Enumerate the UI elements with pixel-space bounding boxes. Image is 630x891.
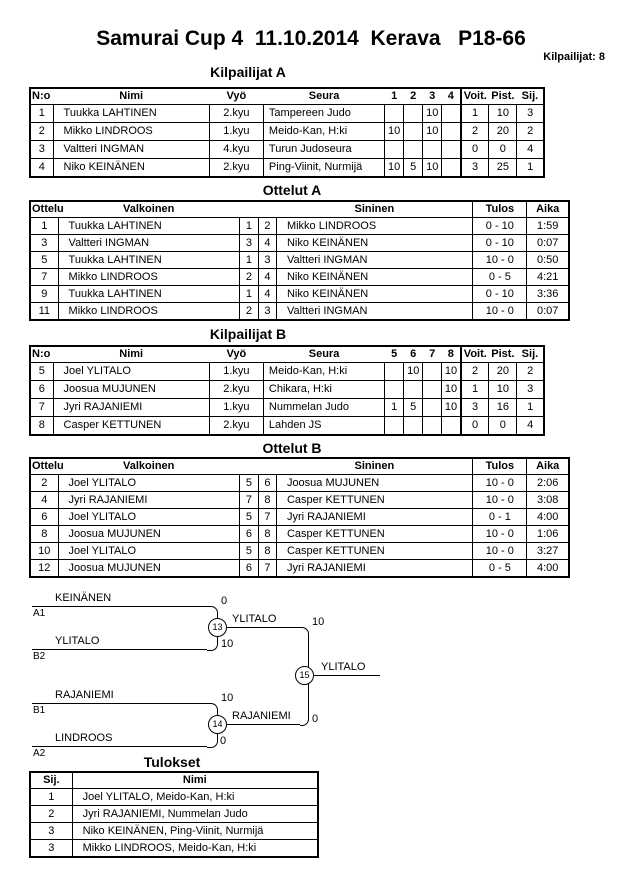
match-result: 0 - 5	[473, 269, 527, 286]
blue-name: Jyri RAJANIEMI	[276, 560, 472, 578]
col-place: Sij.	[517, 346, 544, 363]
round-score: 10	[423, 159, 442, 178]
match-number: 11	[30, 303, 58, 321]
bracket-slot-score: 0	[220, 735, 227, 747]
wins-value: 0	[461, 141, 489, 159]
white-name: Mikko LINDROOS	[58, 303, 239, 321]
blue-number: 4	[258, 269, 276, 286]
result-place: 2	[30, 806, 72, 823]
result-place: 1	[30, 789, 72, 806]
blue-name: Valtteri INGMAN	[276, 252, 472, 269]
round-score	[442, 141, 461, 159]
col-blue: Sininen	[276, 458, 472, 475]
table-row	[30, 475, 569, 492]
result-place: 3	[30, 823, 72, 840]
col-blue-number	[258, 458, 276, 475]
white-number: 5	[239, 475, 258, 492]
points-value: 20	[489, 123, 517, 141]
competitor-belt: 2.kyu	[209, 417, 263, 436]
points-value: 20	[489, 363, 517, 381]
matches-a-table	[29, 200, 570, 321]
competitor-name: Joel YLITALO	[53, 363, 209, 381]
table-row	[30, 123, 544, 141]
match-result: 10 - 0	[473, 543, 527, 560]
competitor-number: 2	[30, 123, 53, 141]
bracket-seed-label: B1	[33, 705, 46, 716]
table-row	[30, 159, 544, 178]
wins-value: 1	[461, 381, 489, 399]
round-score: 10	[442, 381, 461, 399]
blue-number: 8	[258, 492, 276, 509]
match-result: 10 - 0	[473, 526, 527, 543]
table-row	[30, 492, 569, 509]
col-round: 2	[404, 88, 423, 105]
blue-name: Niko KEINÄNEN	[276, 286, 472, 303]
matches-a-title: Ottelut A	[262, 182, 322, 198]
bracket-winner-score: 0	[312, 713, 319, 725]
white-name: Tuukka LAHTINEN	[58, 286, 239, 303]
table-header-row	[30, 458, 569, 475]
competitor-club: Lahden JS	[263, 417, 384, 436]
table-row	[30, 509, 569, 526]
white-number: 5	[239, 543, 258, 560]
competitor-number: 6	[30, 381, 53, 399]
round-score: 10	[423, 105, 442, 123]
col-white-number	[239, 458, 258, 475]
col-wins: Voit.	[461, 88, 489, 105]
col-place: Sij.	[517, 88, 544, 105]
place-value: 2	[517, 363, 544, 381]
wins-value: 1	[461, 105, 489, 123]
col-match: Ottelu	[30, 201, 58, 218]
blue-number: 6	[258, 475, 276, 492]
white-number: 5	[239, 509, 258, 526]
competitor-club: Tampereen Judo	[263, 105, 384, 123]
result-name: Niko KEINÄNEN, Ping-Viinit, Nurmijä	[72, 823, 318, 840]
table-row	[30, 840, 318, 858]
blue-number: 8	[258, 526, 276, 543]
round-score	[404, 381, 423, 399]
competitor-belt: 4.kyu	[209, 141, 263, 159]
table-header-row	[30, 346, 544, 363]
match-number: 12	[30, 560, 58, 578]
bracket-line	[226, 627, 300, 628]
match-time: 2:06	[527, 475, 569, 492]
bracket-line	[32, 649, 207, 650]
white-name: Tuukka LAHTINEN	[58, 252, 239, 269]
col-name: Nimi	[53, 88, 209, 105]
match-circle: 13	[208, 618, 227, 637]
matches-b-table	[29, 457, 570, 578]
table-row	[30, 286, 569, 303]
col-number: N:o	[30, 346, 53, 363]
blue-name: Valtteri INGMAN	[276, 303, 472, 321]
round-score	[404, 141, 423, 159]
blue-number: 3	[258, 303, 276, 321]
match-time: 0:07	[527, 235, 569, 252]
bracket-slot-name: LINDROOS	[55, 732, 113, 744]
round-score	[423, 381, 442, 399]
round-score	[423, 141, 442, 159]
table-header-row	[30, 201, 569, 218]
competitor-number: 4	[30, 159, 53, 178]
table-row	[30, 526, 569, 543]
bracket-seed-label: A1	[33, 608, 46, 619]
round-score: 10	[442, 363, 461, 381]
round-score: 10	[404, 363, 423, 381]
round-score: 10	[423, 123, 442, 141]
table-row	[30, 363, 544, 381]
competitor-belt: 1.kyu	[209, 399, 263, 417]
match-result: 10 - 0	[473, 252, 527, 269]
col-round: 3	[423, 88, 442, 105]
round-score	[423, 417, 442, 436]
blue-number: 3	[258, 252, 276, 269]
round-score	[404, 417, 423, 436]
bracket-slot-score: 10	[221, 638, 234, 650]
competitor-name: Casper KETTUNEN	[53, 417, 209, 436]
white-name: Joel YLITALO	[58, 543, 239, 560]
result-name: Jyri RAJANIEMI, Nummelan Judo	[72, 806, 318, 823]
blue-name: Casper KETTUNEN	[276, 543, 472, 560]
bracket-line	[32, 746, 207, 747]
match-time: 3:36	[527, 286, 569, 303]
match-circle: 14	[208, 715, 227, 734]
round-score	[385, 141, 404, 159]
white-number: 7	[239, 492, 258, 509]
bracket-slot-name: RAJANIEMI	[55, 689, 114, 701]
col-round: 1	[385, 88, 404, 105]
white-name: Tuukka LAHTINEN	[58, 218, 239, 235]
col-belt: Vyö	[209, 88, 263, 105]
place-value: 1	[517, 399, 544, 417]
col-wins: Voit.	[461, 346, 489, 363]
points-value: 25	[489, 159, 517, 178]
competitor-name: Niko KEINÄNEN	[53, 159, 209, 178]
bracket-line	[32, 703, 207, 704]
bracket-slot-score: 10	[221, 692, 234, 704]
blue-number: 7	[258, 509, 276, 526]
round-score	[423, 363, 442, 381]
blue-number: 8	[258, 543, 276, 560]
competitor-club: Meido-Kan, H:ki	[263, 363, 384, 381]
wins-value: 2	[461, 363, 489, 381]
pool-b-title: Kilpailijat B	[209, 326, 287, 342]
table-row	[30, 417, 544, 436]
results-table	[29, 771, 319, 858]
white-number: 2	[239, 269, 258, 286]
white-number: 1	[239, 218, 258, 235]
match-result: 0 - 10	[473, 218, 527, 235]
col-result: Tulos	[473, 458, 527, 475]
blue-number: 4	[258, 286, 276, 303]
match-result: 0 - 10	[473, 286, 527, 303]
place-value: 4	[517, 141, 544, 159]
match-result: 10 - 0	[473, 492, 527, 509]
white-number: 3	[239, 235, 258, 252]
col-round: 6	[404, 346, 423, 363]
bracket-winner-name: YLITALO	[232, 613, 277, 625]
match-number: 7	[30, 269, 58, 286]
match-number: 9	[30, 286, 58, 303]
points-value: 0	[489, 141, 517, 159]
col-name: Nimi	[53, 346, 209, 363]
white-number: 1	[239, 286, 258, 303]
competitor-belt: 2.kyu	[209, 381, 263, 399]
col-time: Aika	[527, 458, 569, 475]
col-white: Valkoinen	[58, 458, 239, 475]
place-value: 4	[517, 417, 544, 436]
wins-value: 0	[461, 417, 489, 436]
bracket-slot-name: YLITALO	[55, 635, 100, 647]
match-number: 4	[30, 492, 58, 509]
round-score	[385, 105, 404, 123]
blue-name: Niko KEINÄNEN	[276, 235, 472, 252]
round-score	[404, 123, 423, 141]
white-name: Joel YLITALO	[58, 509, 239, 526]
bracket-line	[226, 724, 300, 725]
bracket-line	[32, 606, 207, 607]
final-bracket	[0, 585, 630, 770]
table-row	[30, 381, 544, 399]
table-row	[30, 543, 569, 560]
points-value: 0	[489, 417, 517, 436]
match-number: 6	[30, 509, 58, 526]
competitor-belt: 1.kyu	[209, 363, 263, 381]
round-score: 5	[404, 399, 423, 417]
competitor-number: 1	[30, 105, 53, 123]
round-score	[385, 363, 404, 381]
match-number: 1	[30, 218, 58, 235]
white-name: Joel YLITALO	[58, 475, 239, 492]
white-number: 6	[239, 526, 258, 543]
place-value: 3	[517, 105, 544, 123]
col-time: Aika	[527, 201, 569, 218]
round-score: 5	[404, 159, 423, 178]
competitor-club: Ping-Viinit, Nurmijä	[263, 159, 384, 178]
match-result: 0 - 5	[473, 560, 527, 578]
bracket-slot-score: 0	[221, 595, 228, 607]
col-white-number	[239, 201, 258, 218]
competitor-number: 5	[30, 363, 53, 381]
blue-name: Jyri RAJANIEMI	[276, 509, 472, 526]
round-score	[385, 381, 404, 399]
pool-b-table	[29, 345, 545, 436]
table-row	[30, 218, 569, 235]
place-value: 2	[517, 123, 544, 141]
round-score	[385, 417, 404, 436]
competitor-name: Tuukka LAHTINEN	[53, 105, 209, 123]
blue-name: Mikko LINDROOS	[276, 218, 472, 235]
white-number: 1	[239, 252, 258, 269]
table-row	[30, 141, 544, 159]
match-time: 3:27	[527, 543, 569, 560]
col-club: Seura	[263, 346, 384, 363]
col-name: Nimi	[72, 772, 318, 789]
bracket-slot-name: KEINÄNEN	[55, 592, 112, 604]
table-row	[30, 235, 569, 252]
bracket-winner-name: RAJANIEMI	[232, 710, 291, 722]
competitor-name: Mikko LINDROOS	[53, 123, 209, 141]
table-header-row	[30, 88, 544, 105]
bracket-winner-name: YLITALO	[321, 661, 366, 673]
blue-name: Casper KETTUNEN	[276, 526, 472, 543]
round-score	[423, 399, 442, 417]
white-name: Mikko LINDROOS	[58, 269, 239, 286]
col-match: Ottelu	[30, 458, 58, 475]
competitor-belt: 2.kyu	[209, 105, 263, 123]
white-name: Valtteri INGMAN	[58, 235, 239, 252]
match-result: 0 - 1	[473, 509, 527, 526]
blue-number: 4	[258, 235, 276, 252]
col-blue-number	[258, 201, 276, 218]
round-score	[442, 159, 461, 178]
white-number: 6	[239, 560, 258, 578]
pool-a-title: Kilpailijat A	[210, 64, 286, 80]
table-row	[30, 560, 569, 578]
match-number: 5	[30, 252, 58, 269]
competitor-belt: 2.kyu	[209, 159, 263, 178]
blue-number: 2	[258, 218, 276, 235]
competitor-name: Jyri RAJANIEMI	[53, 399, 209, 417]
points-value: 10	[489, 105, 517, 123]
round-score	[404, 105, 423, 123]
round-score	[442, 417, 461, 436]
white-name: Joosua MUJUNEN	[58, 526, 239, 543]
pool-a-table	[29, 87, 545, 178]
bracket-seed-label: A2	[33, 748, 46, 759]
col-round: 4	[442, 88, 461, 105]
participants-count: Kilpailijat: 8	[543, 51, 605, 63]
results-title: Tulokset	[143, 754, 201, 770]
white-name: Jyri RAJANIEMI	[58, 492, 239, 509]
bracket-winner-score: 10	[312, 616, 325, 628]
wins-value: 2	[461, 123, 489, 141]
table-row	[30, 806, 318, 823]
col-blue: Sininen	[276, 201, 472, 218]
round-score: 10	[442, 399, 461, 417]
match-time: 4:21	[527, 269, 569, 286]
competitor-number: 8	[30, 417, 53, 436]
match-time: 3:08	[527, 492, 569, 509]
result-name: Mikko LINDROOS, Meido-Kan, H:ki	[72, 840, 318, 858]
round-score: 10	[385, 159, 404, 178]
match-time: 0:50	[527, 252, 569, 269]
match-number: 3	[30, 235, 58, 252]
competitor-club: Nummelan Judo	[263, 399, 384, 417]
round-score: 1	[385, 399, 404, 417]
competitor-number: 3	[30, 141, 53, 159]
bracket-line	[314, 675, 380, 676]
round-score	[442, 123, 461, 141]
table-row	[30, 105, 544, 123]
competitor-number: 7	[30, 399, 53, 417]
col-number: N:o	[30, 88, 53, 105]
round-score: 10	[385, 123, 404, 141]
col-round: 7	[423, 346, 442, 363]
matches-b-title: Ottelut B	[262, 440, 322, 456]
table-header-row	[30, 772, 318, 789]
table-row	[30, 303, 569, 321]
table-row	[30, 823, 318, 840]
white-number: 2	[239, 303, 258, 321]
wins-value: 3	[461, 399, 489, 417]
competitor-belt: 1.kyu	[209, 123, 263, 141]
result-name: Joel YLITALO, Meido-Kan, H:ki	[72, 789, 318, 806]
blue-number: 7	[258, 560, 276, 578]
col-points: Pist.	[489, 346, 517, 363]
col-round: 5	[385, 346, 404, 363]
points-value: 10	[489, 381, 517, 399]
match-circle: 15	[295, 666, 314, 685]
col-place: Sij.	[30, 772, 72, 789]
match-number: 10	[30, 543, 58, 560]
match-time: 4:00	[527, 509, 569, 526]
place-value: 1	[517, 159, 544, 178]
wins-value: 3	[461, 159, 489, 178]
col-result: Tulos	[473, 201, 527, 218]
match-result: 10 - 0	[473, 475, 527, 492]
competitor-name: Joosua MUJUNEN	[53, 381, 209, 399]
match-result: 0 - 10	[473, 235, 527, 252]
match-time: 4:00	[527, 560, 569, 578]
match-time: 1:06	[527, 526, 569, 543]
table-row	[30, 252, 569, 269]
col-club: Seura	[263, 88, 384, 105]
table-row	[30, 789, 318, 806]
result-place: 3	[30, 840, 72, 858]
match-number: 8	[30, 526, 58, 543]
blue-name: Joosua MUJUNEN	[276, 475, 472, 492]
col-points: Pist.	[489, 88, 517, 105]
competitor-club: Chikara, H:ki	[263, 381, 384, 399]
match-result: 10 - 0	[473, 303, 527, 321]
col-belt: Vyö	[209, 346, 263, 363]
competitor-name: Valtteri INGMAN	[53, 141, 209, 159]
page-title: Samurai Cup 4 11.10.2014 Kerava P18-66	[96, 27, 526, 50]
bracket-seed-label: B2	[33, 651, 46, 662]
place-value: 3	[517, 381, 544, 399]
competitor-club: Meido-Kan, H:ki	[263, 123, 384, 141]
blue-name: Niko KEINÄNEN	[276, 269, 472, 286]
competitor-club: Turun Judoseura	[263, 141, 384, 159]
blue-name: Casper KETTUNEN	[276, 492, 472, 509]
match-number: 2	[30, 475, 58, 492]
match-time: 0:07	[527, 303, 569, 321]
col-round: 8	[442, 346, 461, 363]
white-name: Joosua MUJUNEN	[58, 560, 239, 578]
col-white: Valkoinen	[58, 201, 239, 218]
points-value: 16	[489, 399, 517, 417]
table-row	[30, 269, 569, 286]
match-time: 1:59	[527, 218, 569, 235]
table-row	[30, 399, 544, 417]
round-score	[442, 105, 461, 123]
